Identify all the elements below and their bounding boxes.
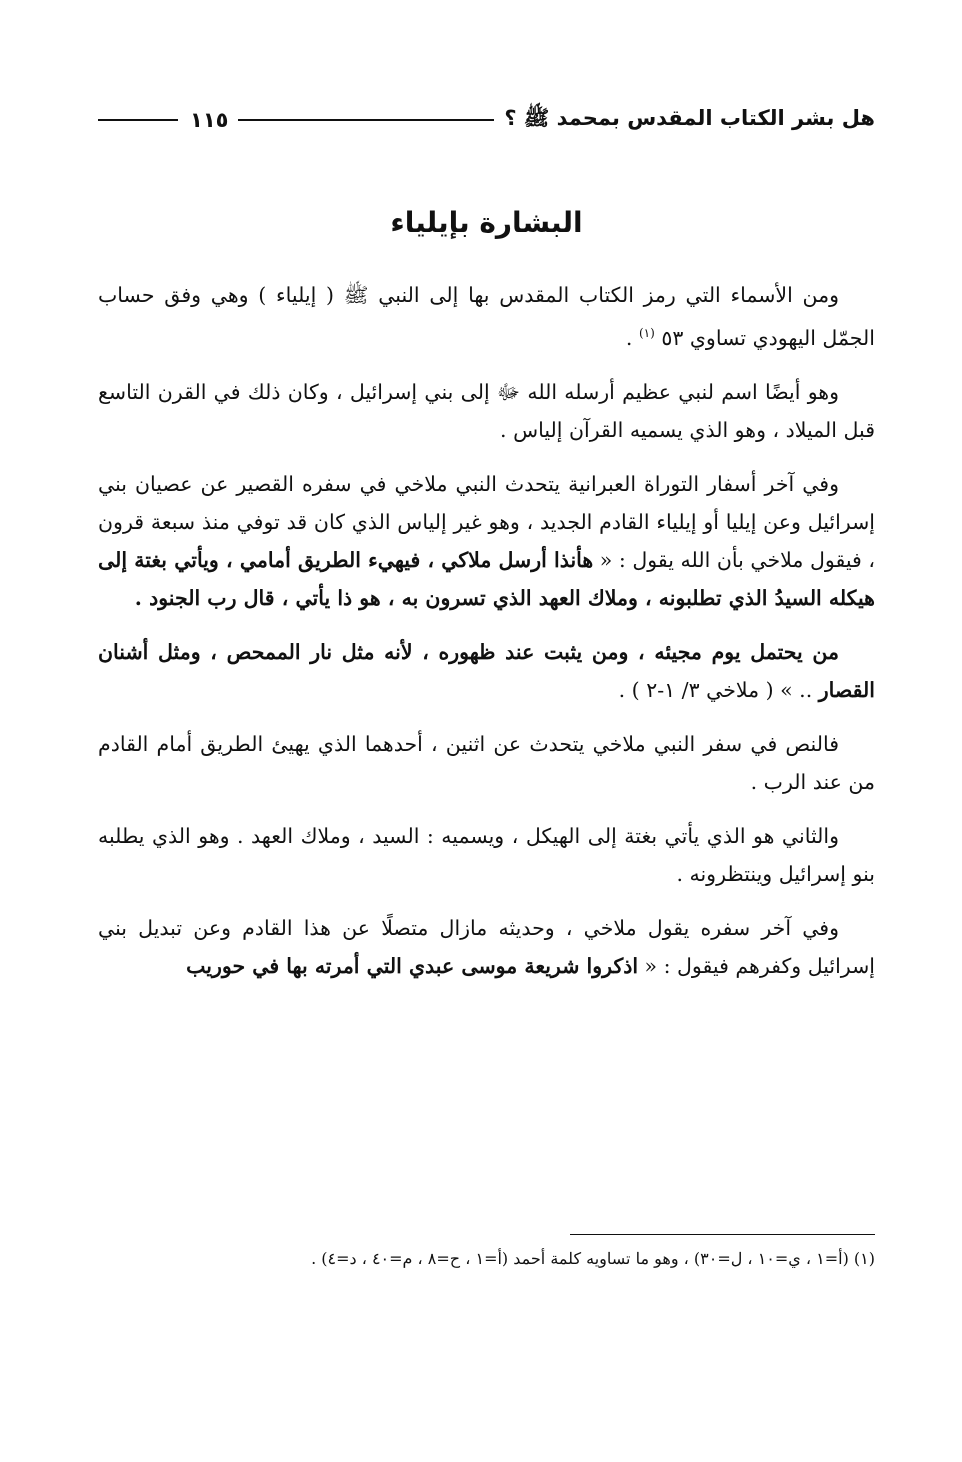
running-header [98, 100, 875, 140]
body-text [98, 276, 875, 1001]
footnote-rule [570, 1234, 875, 1235]
paragraph-text: فالنص في سفر النبي ملاخي يتحدث عن اثنين ، أحدهما الذي يهيئ الطريق أمام القادم من عند الرب . [98, 731, 875, 794]
paragraph-text: وفي آخر سفره يقول ملاخي ، وحديثه مازال متصلًا عن هذا القادم وعن تبديل بني إسرائيل وكفرهم فيقول : « [98, 915, 875, 978]
page-number: ١١٥ [190, 108, 229, 132]
paragraph-text: ومن الأسماء التي رمز الكتاب المقدس بها إلى النبي ﷺ ( إيلياء ) وهي وفق حساب الجمّل اليهودي تساوي ٥٣ [98, 283, 875, 350]
header-rule-short [98, 119, 178, 121]
footnote-ref[interactable]: (١) [638, 326, 655, 340]
paragraph-text: والثاني هو الذي يأتي بغتة إلى الهيكل ، ويسميه : السيد ، وملاك العهد . وهو الذي يطلبه بنو إسرائيل وينتظرونه . [98, 823, 875, 886]
header-rule [238, 119, 494, 121]
paragraph-text: وفي آخر أسفار التوراة العبرانية يتحدث النبي ملاخي في سفره القصير عن عصيان بني إسرائيل وعن إيليا أو إيلياء القادم الجديد ، وهو غير إلياس الذي كان قد توفي منذ سبعة قرون ، فيقول ملاخي بأن الله يقول : « [98, 471, 875, 572]
paragraph-text: وهو أيضًا اسم لنبي عظيم أرسله الله ﷻ إلى بني إسرائيل ، وكان ذلك في القرن التاسع قبل الميلاد ، وهو الذي يسميه القرآن إلياس . [98, 379, 875, 442]
paragraph-6 [98, 817, 875, 893]
paragraph-4 [98, 633, 875, 709]
paragraph-5 [98, 725, 875, 801]
paragraph-1 [98, 276, 875, 357]
footnote: (١) (أ=١ ، ي=١٠ ، ل=٣٠) ، وهو ما تساويه كلمة أحمد (أ=١ ، ح=٨ ، م=٤٠ ، د=٤) . [311, 1249, 875, 1268]
paragraph-7 [98, 909, 875, 985]
paragraph-2 [98, 373, 875, 449]
paragraph-text: .. » ( ملاخي ٣/ ١-٢ ) . [618, 677, 819, 702]
quoted-scripture: من يحتمل يوم مجيئه ، ومن يثبت عند ظهوره ، لأنه مثل نار الممحص ، ومثل أشنان القصار [98, 639, 875, 702]
paragraph-3 [98, 465, 875, 617]
section-title: البشارة بإيلياء [390, 206, 583, 239]
paragraph-text: . [625, 325, 639, 350]
running-title: هل بشر الكتاب المقدس بمحمد ﷺ ؟ [504, 105, 875, 130]
quoted-scripture: هأنذا أرسل ملاكي ، فيهيء الطريق أمامي ، ويأتي بغتة إلى هيكله السيدُ الذي تطلبونه ، وملاك العهد الذي تسرون به ، هو ذا يأتي ، قال رب الجنود . [98, 547, 875, 610]
quoted-scripture: اذكروا شريعة موسى عبدي التي أمرته بها في حوريب [186, 953, 639, 978]
